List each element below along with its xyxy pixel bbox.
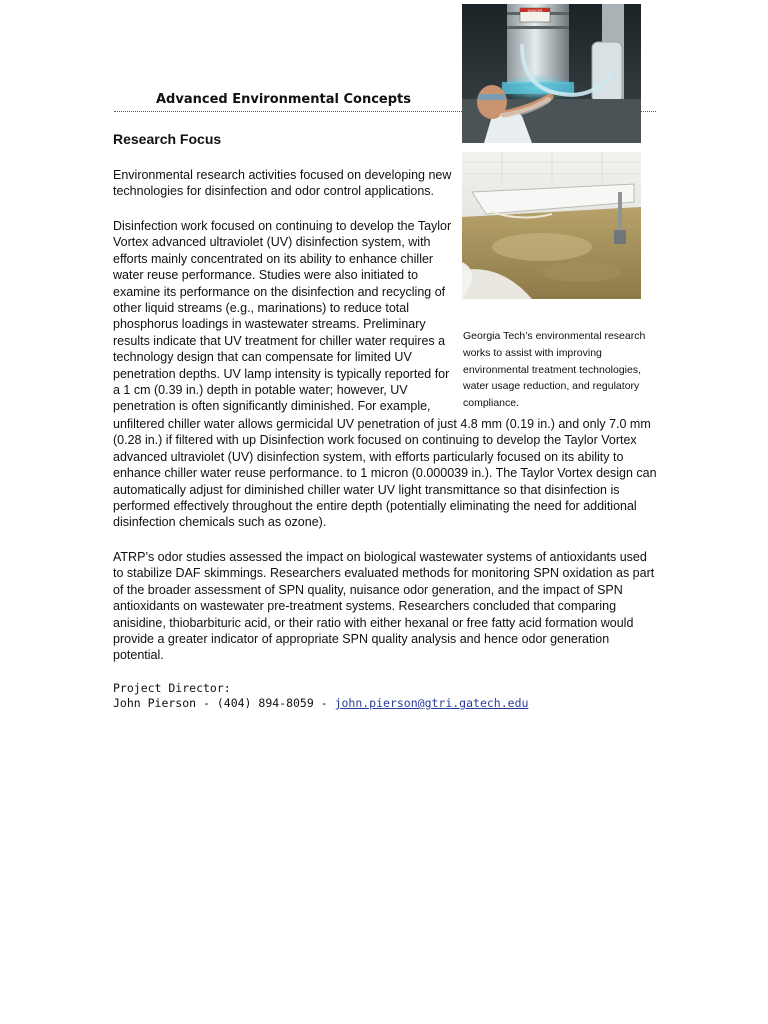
intro-paragraph: Environmental research activities focused on developing new technologies for disinfection and odor control applications.: [113, 168, 452, 199]
disinfection-paragraph-continued: unfiltered chiller water allows germicidal UV penetration of just 4.8 mm (0.19 in.) and only 7.0 mm (0.28 in.) if filtered with up Disinfection work focused on continuing to develop the Taylor Vortex advanced ultraviolet (UV) disinfection system, with efforts particularly focused on its ability to enhance chiller water reuse performance. to 1 micron (0.000039 in.). The Taylor Vortex design can automatically adjust for diminished chiller water UV light transmittance so that disinfection is performed effectively throughout the entire depth (potentially eliminating the need for additional disinfection chemicals such as ozone).: [113, 417, 657, 530]
project-director-block: [113, 681, 528, 711]
danger-label: DANGER: [527, 9, 543, 13]
photo-treatment-tank: [462, 152, 641, 299]
project-director-contact-line: [113, 696, 528, 711]
director-email-link[interactable]: john.pierson@gtri.gatech.edu: [334, 696, 529, 710]
page-title: Advanced Environmental Concepts: [156, 92, 411, 107]
photo-researcher-uv-system: [462, 4, 641, 143]
odor-studies-paragraph: ATRP’s odor studies assessed the impact on biological wastewater systems of antioxidants used to stabilize DAF skimmings. Researchers evaluated methods for monitoring SPN oxidation as part of the broader assessment of SPN quality, nuisance odor generation, and the impact of SPN antioxidants on wastewater pre-treatment systems. Researchers concluded that comparing anisidine, thiobarbituric acid, or their ratio with either hexanal or free fatty acid formation would provide a greater indicator of appropriate SPN quality analysis and hence odor generation potential.: [113, 550, 655, 663]
director-name-phone: John Pierson - (404) 894-8059 -: [113, 696, 335, 710]
project-director-label: Project Director:: [113, 681, 231, 695]
photo-caption: Georgia Tech’s environmental research works to assist with improving environmental treatment technologies, water usage reduction, and regulatory compliance.: [463, 330, 646, 410]
disinfection-paragraph-wrapped: Disinfection work focused on continuing to develop the Taylor Vortex advanced ultraviolet (UV) disinfection system, with efforts mainly concentrated on its ability to enhance chiller water reuse performance. Studies were also initiated to examine its performance on the disinfection and recycling of other liquid streams (e.g., marinations) to reduce total phosphorus loadings in wastewater streams. Preliminary results indicate that UV treatment for chiller water requires a technology design that can compensate for limited UV penetration depths. UV lamp intensity is typically reported for a 1 cm (0.39 in.) depth in potable water; however, UV penetration is often significantly diminished. For example,: [113, 219, 452, 414]
section-heading: Research Focus: [113, 131, 222, 147]
